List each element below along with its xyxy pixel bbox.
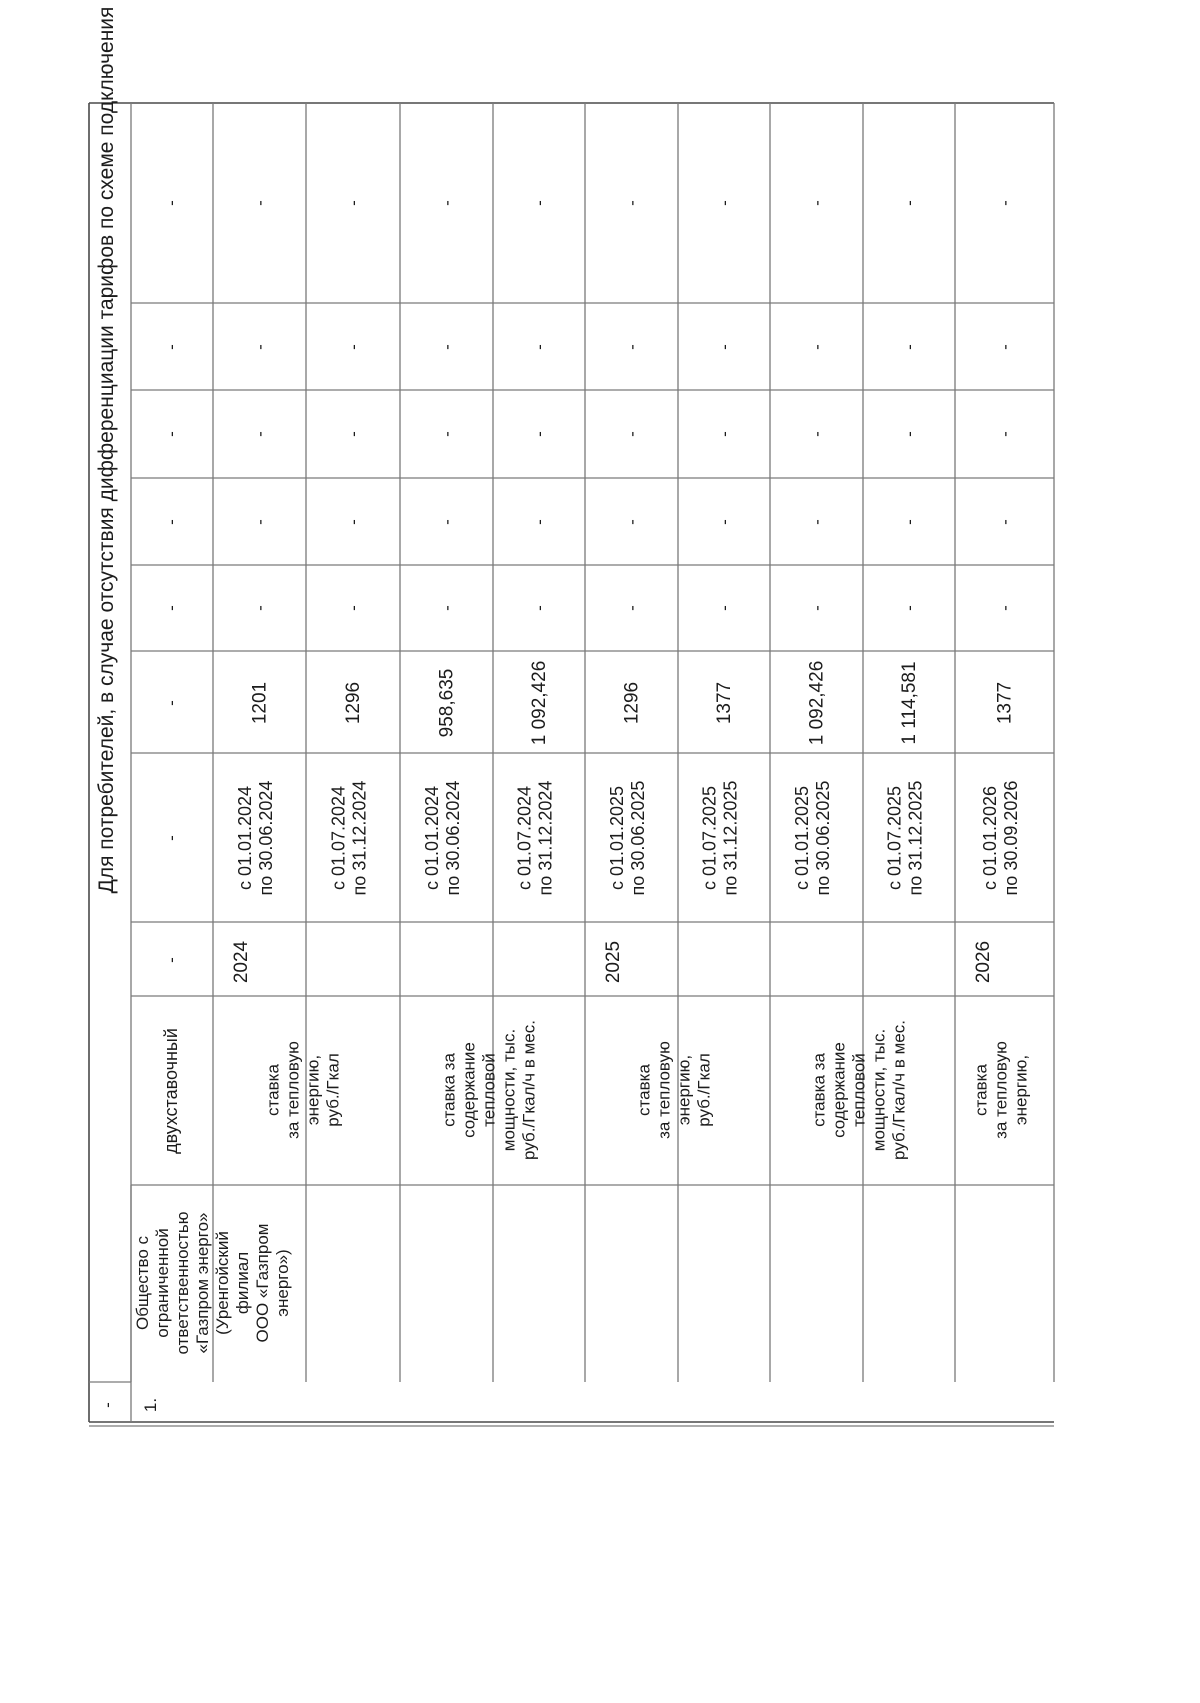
empty-dash: -: [807, 200, 827, 206]
period-dates: [980, 781, 1021, 896]
rate-label-line: мощности, тыс.: [869, 1028, 889, 1152]
rate-label-line: руб./Гкал: [323, 1053, 343, 1127]
kind-empty-dash-1: -: [162, 519, 181, 525]
rate-label-line: содержание: [459, 1042, 479, 1138]
kind-empty-dash-2: -: [162, 431, 181, 437]
empty-dash: -: [715, 200, 734, 206]
period-dates: [607, 781, 648, 896]
rate-label: [972, 1041, 1031, 1139]
empty-dash: -: [437, 200, 457, 206]
empty-dash: -: [344, 605, 363, 611]
empty-dash: -: [250, 200, 270, 206]
rate-label-line: ставка: [263, 1064, 283, 1116]
empty-dash: -: [807, 431, 827, 437]
organization-name-line: филиал: [233, 1251, 252, 1315]
empty-dash: -: [250, 431, 270, 437]
rate-value: 1201: [249, 681, 271, 725]
empty-dash: -: [900, 344, 919, 350]
empty-dash: -: [622, 605, 642, 611]
empty-dash: -: [530, 605, 549, 611]
year-2025: 2025: [603, 940, 624, 984]
rate-label: [264, 1041, 343, 1139]
rate-label-line: за тепловую: [654, 1041, 674, 1139]
organization-name-line: энерго»): [273, 1249, 292, 1317]
kind-period-dash: -: [162, 835, 181, 841]
rate-label: [810, 1020, 909, 1160]
period-dates-line: с 01.01.2024: [422, 785, 442, 891]
rate-label-line: руб./Гкал/ч в мес.: [889, 1020, 909, 1160]
period-dates-line: по 31.12.2024: [535, 780, 556, 896]
period-dates-line: с 01.01.2026: [980, 785, 1000, 891]
period-dates-line: с 01.07.2025: [884, 785, 905, 891]
rate-value: 958,635: [436, 668, 458, 738]
period-dates-line: по 31.12.2025: [720, 780, 741, 896]
empty-dash: -: [250, 344, 270, 350]
period-dates-line: по 30.09.2026: [1001, 780, 1021, 896]
rate-label-line: ставка: [634, 1064, 654, 1116]
rate-label-line: энергию,: [303, 1054, 323, 1126]
empty-dash: -: [900, 200, 919, 206]
rate-label-line: тепловой: [479, 1053, 499, 1127]
table-text: [95, 7, 1031, 1413]
empty-dash: -: [530, 200, 549, 206]
organization-name-a-line: ответственностью: [173, 1211, 192, 1355]
period-dates-line: по 30.06.2025: [628, 780, 648, 896]
rate-value: 1296: [621, 681, 643, 725]
period-dates: [515, 781, 556, 896]
year-2026: 2026: [973, 940, 994, 984]
empty-dash: -: [437, 605, 457, 611]
empty-dash: -: [807, 344, 827, 350]
period-dates-line: с 01.01.2025: [607, 785, 627, 891]
rate-label-line: ставка за: [439, 1053, 459, 1127]
kind-year-dash: -: [162, 957, 181, 963]
kind-empty-dash-4: -: [162, 200, 181, 206]
empty-dash: -: [437, 344, 457, 350]
empty-dash: -: [995, 605, 1015, 611]
kind-empty-dash-3: -: [162, 344, 181, 350]
period-dates-line: по 31.12.2024: [349, 780, 370, 896]
organization-name-a-line: ограниченной: [153, 1228, 172, 1338]
empty-dash: -: [622, 200, 642, 206]
empty-dash: -: [900, 605, 919, 611]
empty-dash: -: [900, 519, 919, 525]
rate-label-line: за тепловую: [991, 1041, 1011, 1139]
kind-value-dash: -: [162, 700, 181, 706]
period-dates-line: с 01.01.2025: [792, 785, 812, 891]
rate-label: [635, 1041, 714, 1139]
empty-dash: -: [995, 519, 1015, 525]
rate-value: 1 114,581: [899, 661, 920, 745]
rate-label-line: мощности, тыс.: [499, 1028, 519, 1152]
empty-dash: -: [437, 519, 457, 525]
table-header-title: Для потребителей, в случае отсутствия дифференциации тарифов по схеме подключения: [95, 6, 118, 894]
empty-dash: -: [250, 605, 270, 611]
period-dates-line: с 01.07.2024: [328, 785, 349, 891]
rate-label-line: тепловой: [849, 1053, 869, 1127]
period-dates: [792, 781, 833, 896]
empty-dash: -: [622, 431, 642, 437]
period-dates: [700, 781, 741, 896]
organization-name-a-line: «Газпром энерго»: [193, 1212, 212, 1354]
year-2024: 2024: [231, 940, 252, 984]
rate-value: 1 092,426: [529, 660, 550, 746]
organization-name-a-line: Общество с: [133, 1235, 152, 1331]
rate-label-line: энергию,: [1011, 1054, 1031, 1126]
empty-dash: -: [622, 519, 642, 525]
period-dates-line: по 30.06.2024: [443, 780, 463, 896]
empty-dash: -: [344, 344, 363, 350]
table-grid: [89, 103, 1054, 1426]
empty-dash: -: [715, 431, 734, 437]
period-dates-line: по 31.12.2025: [905, 780, 926, 896]
empty-dash: -: [530, 431, 549, 437]
period-dates: [235, 781, 276, 896]
empty-dash: -: [344, 431, 363, 437]
empty-dash: -: [995, 344, 1015, 350]
period-dates-line: по 30.06.2024: [256, 780, 276, 896]
period-dates: [885, 781, 926, 896]
rate-label-line: энергию,: [674, 1054, 694, 1126]
rate-label-line: руб./Гкал/ч в мес.: [519, 1020, 539, 1160]
rate-label-line: ставка: [971, 1064, 991, 1116]
rate-value: 1377: [714, 681, 735, 725]
organization-name-line: ООО «Газпром: [253, 1223, 272, 1343]
empty-dash: -: [715, 519, 734, 525]
empty-dash: -: [715, 605, 734, 611]
period-dates-line: с 01.01.2024: [235, 785, 255, 891]
empty-dash: -: [995, 431, 1015, 437]
period-dates-line: с 01.07.2025: [699, 785, 720, 891]
rate-value: 1 092,426: [806, 660, 828, 746]
rate-label-line: руб./Гкал: [694, 1053, 714, 1127]
empty-dash: -: [344, 200, 363, 206]
period-dates-line: с 01.07.2024: [514, 785, 535, 891]
organization-name-line: (Уренгойский: [213, 1231, 232, 1335]
empty-dash: -: [530, 519, 549, 525]
rate-value: 1296: [343, 681, 364, 725]
empty-dash: -: [995, 200, 1015, 206]
empty-dash: -: [622, 344, 642, 350]
period-dates: [422, 781, 463, 896]
empty-dash: -: [250, 519, 270, 525]
rate-label-line: содержание: [829, 1042, 849, 1138]
rate-label: [440, 1020, 539, 1160]
organization-name-a: [133, 1211, 292, 1354]
period-dates: [329, 781, 370, 896]
rate-value: 1377: [994, 681, 1016, 725]
period-dates-line: по 30.06.2025: [813, 780, 833, 896]
tariff-kind: двухставочный: [161, 1028, 181, 1154]
empty-dash: -: [807, 605, 827, 611]
empty-dash: -: [807, 519, 827, 525]
empty-dash: -: [437, 431, 457, 437]
kind-empty-dash-0: -: [162, 605, 181, 611]
empty-dash: -: [530, 344, 549, 350]
empty-dash: -: [900, 431, 919, 437]
empty-dash: -: [715, 344, 734, 350]
row-number: 1.: [141, 1397, 160, 1413]
empty-dash: -: [344, 519, 363, 525]
rate-label-line: ставка за: [809, 1053, 829, 1127]
rate-label-line: за тепловую: [283, 1041, 303, 1139]
header-row-number-dash: -: [98, 1402, 117, 1408]
